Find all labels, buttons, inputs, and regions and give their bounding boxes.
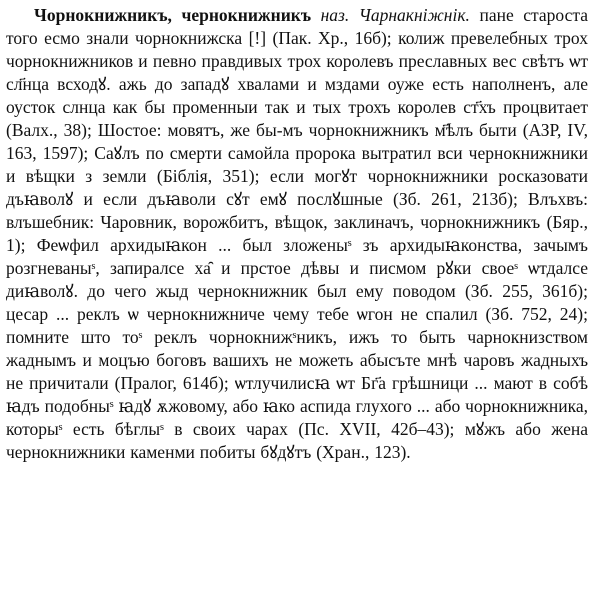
entry-headword: Чорнокнижникъ, чернокнижникъ bbox=[34, 5, 312, 25]
entry-citations: пане староста того есмо знали чорнокнижска [!] (Пак. Хр., 16б); колиж превелебных трох чорнокнижников и певно правдивых трох королевъ преславных вес свѣтъ ѡт сл҃нца всходꙋ. ажь до западꙋ хвалами и мздами оуже есть наполненъ, але оусток слнца как бы променныи так и тых трохъ королев ст҃хъ процвитает (Валх., 38); Шостое: мовятъ, же бы-мъ чорнокнижникъ м҃ѣлъ быти (АЗР, IV, 163, 1597); Саꙋлъ по смерти самойла пророка вытратил вси чернокнижники и вѣщки з земли (Біблія, 351); если могꙋт чорнокнижники росказовати дъꙗволꙋ и если дъꙗволи сꙋт емꙋ послꙋшные (Зб. 261, 213б); Влъхвъ: влъшебник: Чаровник, ворожбитъ, вѣщок, заклиначъ, чорнокнижникъ (Бяр., 1); Феѡфил архидыꙗкон ... был зложеныˢ зъ архидыꙗконства, зачымъ розгневаныˢ, запиралсе ха̑ и прстое дѣвы и писмом рꙋки своеˢ ѡтдалсе диꙗволꙋ. до чего жыд чернокнижник был ему поводом (Зб. 255, 361б); цесар ... реклъ ѡ чернокнижниче чему тебе ѡгон не спалил (Зб. 752, 24); помните што тоˢ реклъ чорнокнижˢникъ, ижъ то быть чарнокнизством жаднымъ и моцъю боговъ вашихъ не можеть абысъте мнѣ чаровъ жадныхъ не причитали (Пралог, 614б); ѡтлучилисꙗ ѡт Бг҃а грѣшници ... мают в собѣ ꙗдъ подобныˢ ꙗдꙋ ѫжовому, або ꙗко аспида глухого ... або чорнокнижника, которыˢ есть бѣглыˢ в своих чарах (Пс. XVII, 42б–43); мꙋжъ або жена чернокнижники каменми побиты бꙋдꙋтъ (Хран., 123). bbox=[6, 5, 588, 462]
dictionary-entry bbox=[6, 4, 588, 464]
grammar-label: наз. bbox=[320, 5, 350, 25]
entry-gloss: Чарнакніжнік. bbox=[358, 5, 470, 25]
